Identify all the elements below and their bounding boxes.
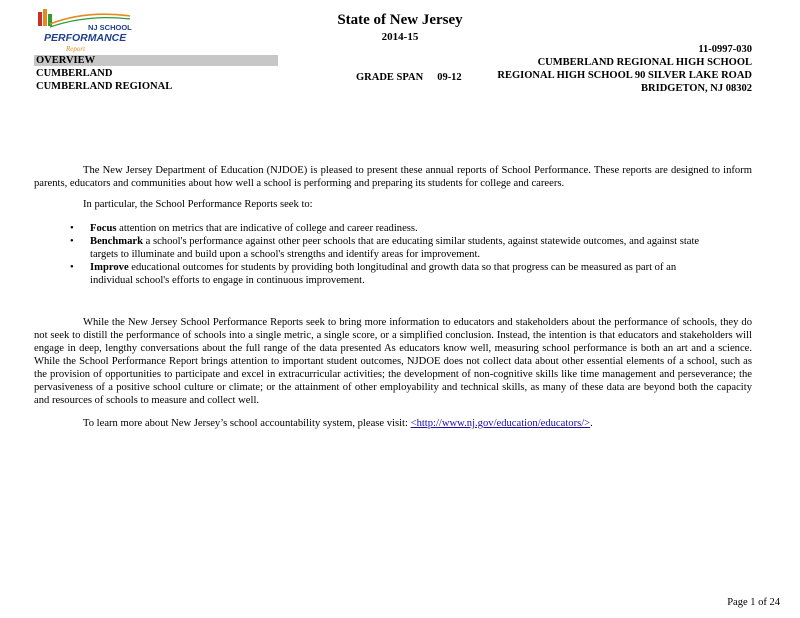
limitations-paragraph: While the New Jersey School Performance Reports seek to bring more information to educators and stakeholders about the performance of schools, they do not seek to distill the performance of schools into a single metric, a single score, or a simplified conclusion. Instead, the intention is that educators and stakeholders will engage in deep, lengthy conversations about the full range of the data presented As educators know well, measuring school performance is both an art and a science. While the School Performance Report brings attention to important student outcomes, NJDOE does not collect data about other essential elements of a school, such as the provision of opportunities to participate and excel in extracurricular activities; the development of non-cognitive skills like time management and perseverance; the pervasiveness of a positive school culture or climate; or the attainment of other employability and technical skills, as many of these data are beyond both the capacity and resources of schools to measure and collect well. — [34, 317, 752, 406]
overview-section-label: OVERVIEW — [34, 55, 278, 66]
list-item — [90, 222, 752, 235]
learn-more-end: . — [590, 418, 593, 429]
grade-span-label: GRADE SPAN — [356, 72, 424, 83]
logo-line3: Report — [66, 45, 86, 53]
school-info — [497, 43, 752, 95]
learn-more-paragraph — [34, 417, 752, 430]
bullet-keyword: Benchmark — [90, 236, 143, 247]
logo-line1: NJ SCHOOL — [88, 23, 132, 32]
school-city: BRIDGETON, NJ 08302 — [641, 83, 752, 94]
school-code: 11-0997-030 — [698, 44, 752, 55]
list-item — [90, 261, 752, 287]
state-title: State of New Jersey — [337, 12, 463, 28]
bullet-text: a school's performance against other peer schools that are educating similar students, against statewide outcomes, and against state targets to illuminate and build upon a school's strengths and identify areas for improvement. — [90, 236, 700, 260]
county-name: CUMBERLAND — [36, 68, 113, 79]
page-number: Page 1 of 24 — [727, 597, 780, 608]
report-body — [34, 164, 752, 430]
bullet-text: attention on metrics that are indicative of college and career readiness. — [116, 223, 418, 234]
intro-paragraph: The New Jersey Department of Education (NJDOE) is pleased to present these annual reports of School Performance. These reports are designed to inform parents, educators and communities about how well a school is performing and preparing its students for college and careers. — [34, 165, 752, 189]
intro-lead-in: In particular, the School Performance Reports seek to: — [83, 199, 313, 210]
district-name: CUMBERLAND REGIONAL — [36, 81, 173, 92]
goals-list — [34, 222, 752, 287]
list-item — [90, 235, 752, 261]
school-address: REGIONAL HIGH SCHOOL 90 SILVER LAKE ROAD — [497, 70, 752, 81]
district-info — [36, 67, 172, 93]
grade-span-value: 09-12 — [437, 72, 462, 83]
report-year: 2014-15 — [381, 31, 419, 43]
njdoe-educators-link[interactable]: <http://www.nj.gov/education/educators/> — [410, 418, 591, 429]
grade-span — [356, 72, 462, 83]
bullet-keyword: Improve — [90, 262, 129, 273]
bullet-text: educational outcomes for students by providing both longitudinal and growth data so that progress can be measured as part of an individual school's efforts to engage in continuous improvement. — [90, 262, 677, 286]
learn-more-text: To learn more about New Jersey’s school accountability system, please visit: — [83, 418, 411, 429]
bullet-keyword: Focus — [90, 223, 117, 234]
school-name: CUMBERLAND REGIONAL HIGH SCHOOL — [537, 57, 752, 68]
logo-line2: PERFORMANCE — [44, 32, 127, 44]
